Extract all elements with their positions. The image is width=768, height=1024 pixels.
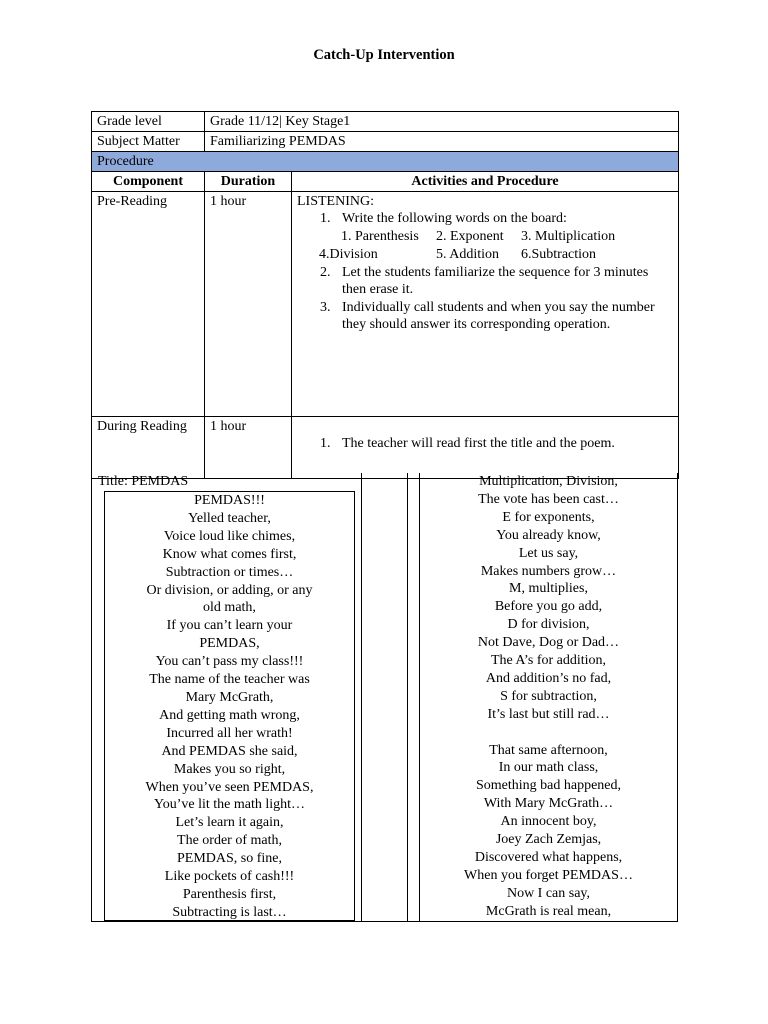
- poem-line: Not Dave, Dog or Dad…: [477, 635, 620, 651]
- poem-line: Yelled teacher,: [188, 510, 271, 526]
- pre-reading-duration: 1 hour: [205, 192, 292, 417]
- grade-row: [92, 112, 679, 132]
- during-reading-activities: [292, 417, 679, 479]
- during-reading-component: During Reading: [92, 417, 205, 479]
- poem-section: [91, 473, 678, 922]
- poem-line: Parenthesis first,: [182, 886, 277, 902]
- poem-line: The order of math,: [177, 833, 282, 849]
- poem-line: PEMDAS, so fine,: [176, 851, 282, 867]
- poem-line: Now I can say,: [506, 885, 591, 901]
- during-reading-row: [92, 417, 679, 479]
- document-title: Catch-Up Intervention: [313, 47, 455, 63]
- poem-line: D for division,: [507, 617, 590, 633]
- duration-header: Duration: [205, 172, 292, 192]
- poem-line: old math,: [203, 600, 256, 616]
- list-item: 3. Individually call students and when you say the number they should answer its corresponding operation.: [320, 299, 655, 332]
- poem-line: In our math class,: [498, 760, 599, 776]
- poem-line: Mary McGrath,: [185, 689, 274, 705]
- poem-line: If you can’t learn your: [166, 618, 293, 634]
- poem-line: McGrath is real mean,: [485, 903, 612, 919]
- lesson-table: [91, 111, 679, 479]
- component-header: Component: [92, 172, 205, 192]
- poem-line: And getting math wrong,: [159, 707, 300, 723]
- poem-line: [420, 724, 677, 742]
- op-parenthesis: 1. Parenthesis: [341, 228, 419, 244]
- pre-reading-row: [92, 192, 679, 417]
- activities-header: Activities and Procedure: [292, 172, 679, 192]
- procedure-row: [92, 152, 679, 172]
- poem-line: PEMDAS,: [199, 636, 260, 652]
- pre-reading-activities: [292, 192, 679, 417]
- poem-line: Subtracting is last…: [172, 904, 287, 920]
- poem-line: Makes numbers grow…: [480, 563, 617, 579]
- during-reading-duration: 1 hour: [205, 417, 292, 479]
- header-row: [92, 172, 679, 192]
- poem-line: Or division, or adding, or any: [146, 582, 313, 598]
- op-division: 4.Division: [319, 246, 378, 262]
- poem-line: When you forget PEMDAS…: [464, 867, 633, 883]
- poem-line: S for subtraction,: [500, 688, 597, 704]
- poem-line: The name of the teacher was: [149, 672, 310, 688]
- poem-line: Subtraction or times…: [165, 564, 294, 580]
- poem-line: It’s last but still rad…: [487, 706, 610, 722]
- poem-line: Before you go add,: [494, 599, 603, 615]
- poem-line: An innocent boy,: [500, 814, 597, 830]
- poem-line: With Mary McGrath…: [483, 796, 614, 812]
- poem-right-box: [420, 473, 677, 921]
- op-exponent: 2. Exponent: [436, 228, 504, 244]
- poem-line: Let’s learn it again,: [175, 815, 284, 831]
- poem-line: The A’s for addition,: [490, 653, 607, 669]
- poem-line: Multiplication, Division,: [479, 474, 618, 489]
- op-addition: 5. Addition: [436, 246, 500, 262]
- poem-line: And addition’s no fad,: [485, 670, 612, 686]
- poem-line: You can’t pass my class!!!: [155, 654, 304, 670]
- procedure-label: Procedure: [92, 152, 679, 172]
- poem-line: The vote has been cast…: [478, 491, 619, 507]
- list-item: 1. Write the following words on the board: 1. Parenthesis 2. Exponent 3. Multiplication 4.Division 5. Addition 6.Subtraction: [297, 210, 673, 264]
- poem-line: Let us say,: [518, 545, 579, 561]
- poem-line: PEMDAS!!!: [194, 493, 265, 508]
- poem-line: Joey Zach Zemjas,: [495, 832, 602, 848]
- poem-line: Discovered what happens,: [474, 850, 623, 866]
- op-multiplication: 3. Multiplication: [521, 228, 616, 244]
- column-divider: [407, 473, 420, 921]
- poem-line: M, multiplies,: [509, 581, 588, 597]
- poem-left-box: [104, 491, 355, 921]
- grade-label: Grade level: [92, 112, 205, 132]
- listening-heading: LISTENING:: [297, 194, 374, 209]
- subject-row: [92, 132, 679, 152]
- subject-label: Subject Matter: [92, 132, 205, 152]
- poem-line: Incurred all her wrath!: [166, 725, 293, 741]
- poem-left-column: [92, 473, 362, 921]
- poem-line: Something bad happened,: [475, 778, 622, 794]
- poem-line: Voice loud like chimes,: [163, 528, 296, 544]
- pre-reading-component: Pre-Reading: [92, 192, 205, 417]
- poem-line: Like pockets of cash!!!: [164, 869, 295, 885]
- poem-line: Know what comes first,: [162, 546, 297, 562]
- poem-line: When you’ve seen PEMDAS,: [145, 779, 314, 795]
- poem-title: Title: PEMDAS: [98, 474, 189, 489]
- subject-value: Familiarizing PEMDAS: [205, 132, 679, 152]
- list-item: 1. The teacher will read first the title and the poem.: [320, 436, 615, 451]
- operations-list: [319, 228, 673, 264]
- op-subtraction: 6.Subtraction: [521, 246, 597, 262]
- grade-value: Grade 11/12| Key Stage1: [205, 112, 679, 132]
- poem-line: That same afternoon,: [489, 742, 608, 758]
- poem-line: You already know,: [496, 527, 601, 543]
- poem-line: E for exponents,: [502, 509, 595, 525]
- poem-line: And PEMDAS she said,: [161, 743, 298, 759]
- poem-line: You’ve lit the math light…: [153, 797, 306, 813]
- list-item: 2. Let the students familiarize the sequence for 3 minutes then erase it.: [320, 264, 649, 297]
- poem-line: Makes you so right,: [173, 761, 286, 777]
